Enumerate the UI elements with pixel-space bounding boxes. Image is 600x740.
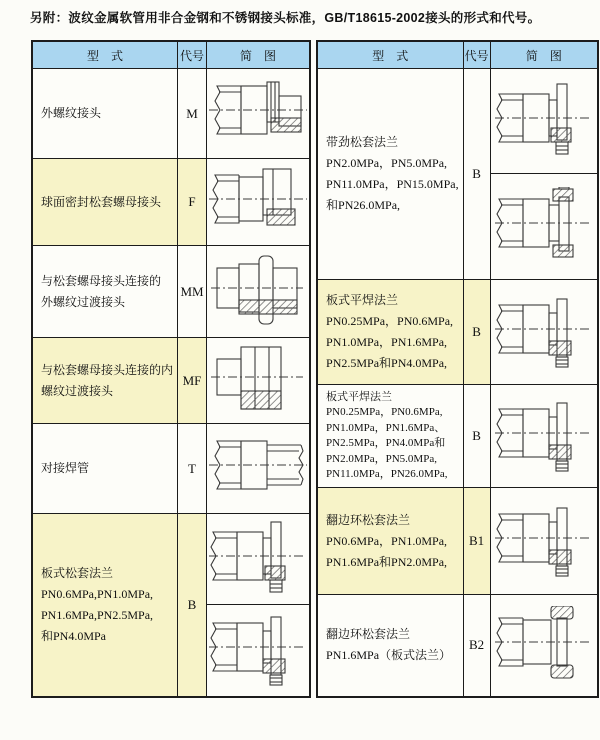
table-row [32,514,310,697]
diagram-cell [490,385,598,488]
diagram-sub-cell [207,424,309,512]
table-row [317,280,598,385]
male-nipple-diagram [207,252,309,330]
table-row [32,159,310,246]
type-cell [317,385,463,488]
type-cell [32,69,178,159]
code-cell: B [463,385,490,488]
code-cell: B1 [463,488,490,595]
code-cell: MM [178,246,207,338]
column-header-type: 型 式 [317,41,463,69]
code-cell: MF [178,338,207,424]
diagram-sub-cell [491,488,598,593]
type-line: PN11.0MPa，PN26.0MPa, [326,468,448,480]
diagram-cell [490,280,598,385]
loose-flange-sym-diagram [493,293,595,371]
type-cell [32,514,178,697]
column-header-diagram: 简 图 [207,41,311,69]
code-cell: B [178,514,207,697]
type-line: PN0.25MPa，PN0.6MPa, [326,406,443,418]
type-line: 带劲松套法兰 [326,135,399,149]
diagram-stack [491,69,598,278]
table-row [32,338,310,424]
type-cell [32,246,178,338]
diagram-stack [207,338,309,422]
loose-flange-sym-diagram [207,611,309,689]
diagram-stack [207,159,309,244]
diagram-sub-cell [491,595,598,695]
table-row [317,69,598,280]
diagram-stack [207,246,309,336]
hub-flange-diagram [493,187,595,265]
type-line: PN1.6MPa,PN2.5MPa, [41,607,154,622]
left-joint-table [31,40,311,698]
type-line: 板式平焊法兰 [326,390,393,403]
type-line: PN11.0MPa，PN15.0MPa, [326,177,459,191]
type-line: 板式松套法兰 [41,565,114,580]
diagram-sub-cell [207,69,309,157]
type-line: 对接焊管 [41,461,90,475]
flared-ring-flange-diagram [493,606,595,684]
table-row [317,385,598,488]
male-thread-fitting-diagram [207,74,309,152]
type-cell [317,595,463,697]
female-nipple-diagram [207,341,309,419]
header-row [32,41,310,69]
loose-flange-up-diagram [207,520,309,598]
table-row [317,488,598,595]
type-line: 球面密封松套螺母接头 [41,194,162,209]
type-line: 板式平焊法兰 [326,293,399,307]
column-header-code: 代号 [463,41,490,69]
column-header-diagram: 简 图 [490,41,598,69]
diagram-stack [207,69,309,157]
loose-flange-sym-diagram [493,397,595,475]
type-line: PN2.0MPa，PN5.0MPa, [326,156,448,170]
type-cell [32,338,178,424]
page-title: 另附：波纹金属软管用非合金钢和不锈钢接头标准，GB/T18615-2002接头的形式和代号。 [30,11,541,25]
loose-nut-fitting-diagram [207,163,309,241]
diagram-cell [207,246,311,338]
type-cell [317,488,463,595]
type-line: 和PN4.0MPa [41,628,107,643]
code-cell: B [463,280,490,385]
diagram-stack [207,424,309,512]
table-row [317,595,598,697]
code-cell: M [178,69,207,159]
type-line: 螺纹过渡接头 [41,383,114,398]
type-line: PN1.6MPa（板式法兰） [326,648,452,663]
diagram-stack [491,280,598,383]
diagram-sub-cell [207,246,309,336]
diagram-sub-cell [207,338,309,422]
diagram-cell [207,338,311,424]
type-line: 与松套螺母接头连接的内 [41,362,174,377]
code-cell: F [178,159,207,246]
code-cell: T [178,424,207,514]
type-line: PN0.6MPa，PN1.0MPa, [326,533,448,548]
type-cell [32,424,178,514]
diagram-cell [490,595,598,697]
type-line: PN0.6MPa,PN1.0MPa, [41,586,154,601]
type-line: PN2.5MPa，PN4.0MPa和 [326,437,446,449]
type-line: 与松套螺母接头连接的 [41,273,162,288]
type-line: 翻边环松套法兰 [326,512,411,527]
diagram-sub-cell [207,604,309,695]
loose-flange-up-diagram [493,82,595,160]
type-line: 外螺纹接头 [41,106,102,120]
loose-flange-sym-diagram [493,502,595,580]
table-row [32,69,310,159]
type-line: 外螺纹过渡接头 [41,294,126,309]
type-line: PN1.0MPa，PN1.6MPa, [326,335,448,349]
type-line: 和PN26.0MPa, [326,198,401,212]
diagram-sub-cell [207,159,309,244]
type-line: PN0.25MPa，PN0.6MPa, [326,314,454,328]
type-line: PN2.5MPa和PN4.0MPa, [326,356,448,370]
diagram-stack [491,595,598,695]
diagram-cell [207,514,311,697]
table-row [32,246,310,338]
diagram-stack [491,385,598,486]
column-header-code: 代号 [178,41,207,69]
diagram-sub-cell [491,280,598,383]
type-line: PN1.0MPa，PN1.6MPa、 [326,421,446,434]
diagram-sub-cell [207,514,309,604]
diagram-cell [207,69,311,159]
diagram-cell [207,159,311,246]
diagram-cell [490,69,598,280]
column-header-type: 型 式 [32,41,178,69]
code-cell: B2 [463,595,490,697]
diagram-stack [207,514,309,695]
type-line: PN1.6MPa和PN2.0MPa, [326,554,448,569]
type-cell [32,159,178,246]
tables-area [31,40,599,698]
diagram-sub-cell [491,173,598,278]
header-row [317,41,598,69]
type-line: PN2.0MPa，PN5.0MPa, [326,452,437,465]
code-cell: B [463,69,490,280]
table-row [32,424,310,514]
diagram-cell [207,424,311,514]
right-joint-table [316,40,599,698]
diagram-cell [490,488,598,595]
type-cell [317,280,463,385]
type-line: 翻边环松套法兰 [326,627,411,642]
type-cell [317,69,463,280]
diagram-sub-cell [491,69,598,173]
diagram-sub-cell [491,385,598,486]
butt-weld-pipe-diagram [207,429,309,507]
diagram-stack [491,488,598,593]
